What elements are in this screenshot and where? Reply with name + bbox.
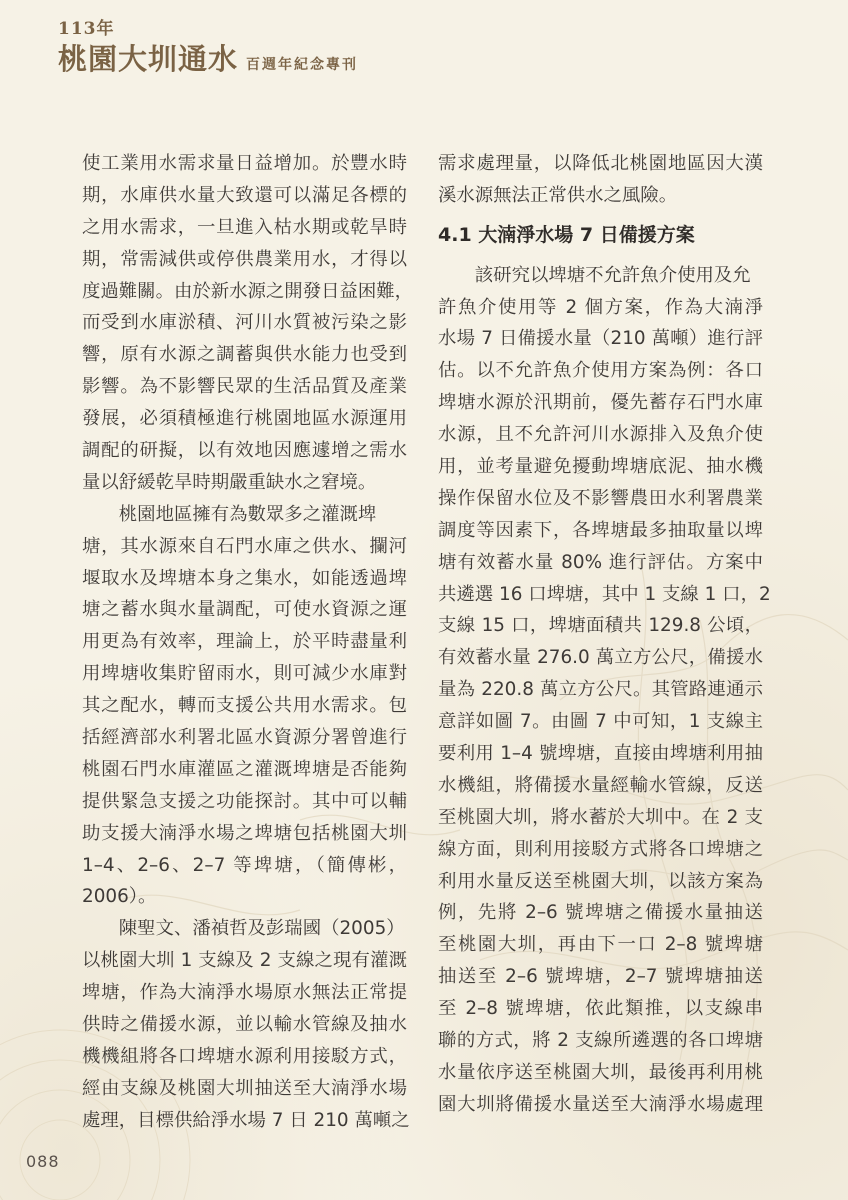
text-line: 支線 15 口，埤塘面積共 129.8 公頃，: [438, 615, 763, 637]
text-line: 調配的研擬，以有效地因應遽增之需水: [82, 440, 407, 462]
section-heading: 4.1 大湳淨水場 7 日備援方案: [438, 223, 695, 246]
text-line: 助支援大湳淨水場之埤塘包括桃園大圳: [82, 822, 407, 844]
text-line: 調度等因素下，各埤塘最多抽取量以埤: [438, 519, 763, 541]
right-column-body-text: [438, 260, 771, 1121]
text-line: 有效蓄水量 276.0 萬立方公尺，備援水: [438, 647, 763, 669]
text-line: 用埤塘收集貯留雨水，則可減少水庫對: [82, 663, 407, 685]
text-line: 水源，且不允許河川水源排入及魚介使: [438, 424, 763, 446]
text-line: 處理，目標供給淨水場 7 日 210 萬噸之: [82, 1109, 410, 1131]
text-line: 水量依序送至桃園大圳，最後再利用桃: [438, 1061, 763, 1083]
text-line: 聯的方式，將 2 支線所遴選的各口埤塘: [438, 1030, 763, 1052]
text-line: 而受到水庫淤積、河川水質被污染之影: [82, 312, 407, 334]
text-line: 操作保留水位及不影響農田水利署農業: [438, 487, 763, 509]
text-line: 以桃園大圳 1 支線及 2 支線之現有灌溉: [82, 950, 407, 972]
text-line: 影響。為不影響民眾的生活品質及產業: [82, 376, 407, 398]
text-line: 例，先將 2–6 號埤塘之備援水量抽送: [438, 902, 763, 924]
text-line: 用更為有效率，理論上，於平時盡量利: [82, 631, 407, 653]
text-line: 水場 7 日備援水量（210 萬噸）進行評: [438, 328, 763, 350]
text-line: 期，水庫供水量大致還可以滿足各標的: [82, 184, 407, 206]
text-line: 至桃園大圳，將水蓄於大圳中。在 2 支: [438, 806, 763, 828]
header-year: 113年: [58, 19, 115, 39]
text-line: 其之配水，轉而支援公共用水需求。包: [82, 695, 407, 717]
text-line: 供時之備援水源，並以輸水管線及抽水: [82, 1014, 407, 1036]
text-line: 園大圳將備援水量送至大湳淨水場處理: [438, 1093, 763, 1115]
text-line: 塘之蓄水與水量調配，可使水資源之運: [82, 599, 407, 621]
header-title-line: [58, 37, 358, 78]
text-line: 至桃園大圳，再由下一口 2–8 號埤塘: [438, 934, 763, 956]
text-line: 塘，其水源來自石門水庫之供水、攔河: [82, 535, 407, 557]
text-line: 括經濟部水利署北區水資源分署曾進行: [82, 727, 407, 749]
right-column: [438, 148, 771, 1121]
text-line: 桃園石門水庫灌區之灌溉埤塘是否能夠: [82, 758, 407, 780]
publication-header: [58, 14, 358, 78]
text-line: 溪水源無法正常供水之風險。: [438, 184, 678, 206]
text-line: 埤塘，作為大湳淨水場原水無法正常提: [82, 982, 407, 1004]
text-line: 桃園地區擁有為數眾多之灌溉埤: [82, 503, 377, 525]
text-line: 至 2–8 號埤塘，依此類推，以支線串: [438, 998, 763, 1020]
text-line: 機機組將各口埤塘水源利用接駁方式，: [82, 1045, 407, 1067]
text-line: 量以舒緩乾旱時期嚴重缺水之窘境。: [82, 471, 377, 493]
text-line: 要利用 1–4 號埤塘，直接由埤塘利用抽: [438, 743, 763, 765]
text-line: 發展，必須積極進行桃園地區水源運用: [82, 408, 407, 430]
text-line: 共遴選 16 口埤塘，其中 1 支線 1 口，2: [438, 583, 771, 605]
text-line: 估。以不允許魚介使用方案為例：各口: [438, 360, 763, 382]
text-line: 經由支線及桃園大圳抽送至大湳淨水場: [82, 1077, 407, 1099]
text-line: 度過難關。由於新水源之開發日益困難，: [82, 280, 414, 302]
text-line: 提供緊急支援之功能探討。其中可以輔: [82, 790, 407, 812]
header-subtitle: 百週年紀念專刊: [246, 57, 359, 73]
text-line: 利用水量反送至桃園大圳，以該方案為: [438, 870, 763, 892]
text-line: 水機組，將備援水量經輸水管線，反送: [438, 774, 763, 796]
text-line: 2006）。: [82, 886, 157, 908]
text-line: 之用水需求，一旦進入枯水期或乾旱時: [82, 216, 407, 238]
header-title: 桃園大圳通水: [58, 42, 239, 76]
text-line: 堰取水及埤塘本身之集水，如能透過埤: [82, 567, 407, 589]
text-line: 響，原有水源之調蓄與供水能力也受到: [82, 344, 407, 366]
text-line: 期，常需減供或停供農業用水，才得以: [82, 248, 407, 270]
text-line: 使工業用水需求量日益增加。於豐水時: [82, 153, 407, 174]
text-line: 陳聖文、潘禎哲及彭瑞國（2005）: [82, 918, 405, 940]
text-line: 許魚介使用等 2 個方案，作為大湳淨: [438, 296, 763, 318]
text-line: 抽送至 2–6 號埤塘，2–7 號埤塘抽送: [438, 966, 763, 988]
text-line: 意詳如圖 7。由圖 7 中可知，1 支線主: [438, 711, 763, 733]
text-line: 需求處理量，以降低北桃園地區因大漢: [438, 153, 763, 174]
text-line: 量為 220.8 萬立方公尺。其管路連通示: [438, 679, 763, 701]
text-line: 1–4、2–6、2–7 等埤塘，（簡傳彬，: [82, 854, 407, 876]
left-column: [82, 148, 414, 1137]
text-line: 塘有效蓄水量 80% 進行評估。方案中: [438, 551, 763, 573]
text-line: 埤塘水源於汛期前，優先蓄存石門水庫: [438, 392, 763, 414]
text-line: 該研究以埤塘不允許魚介使用及允: [438, 264, 751, 286]
page-number: 088: [26, 1152, 60, 1171]
right-column-intro-text: [438, 148, 763, 212]
left-column-text: [82, 148, 414, 1137]
text-line: 用，並考量避免擾動埤塘底泥、抽水機: [438, 456, 763, 478]
text-line: 線方面，則利用接駁方式將各口埤塘之: [438, 838, 763, 860]
